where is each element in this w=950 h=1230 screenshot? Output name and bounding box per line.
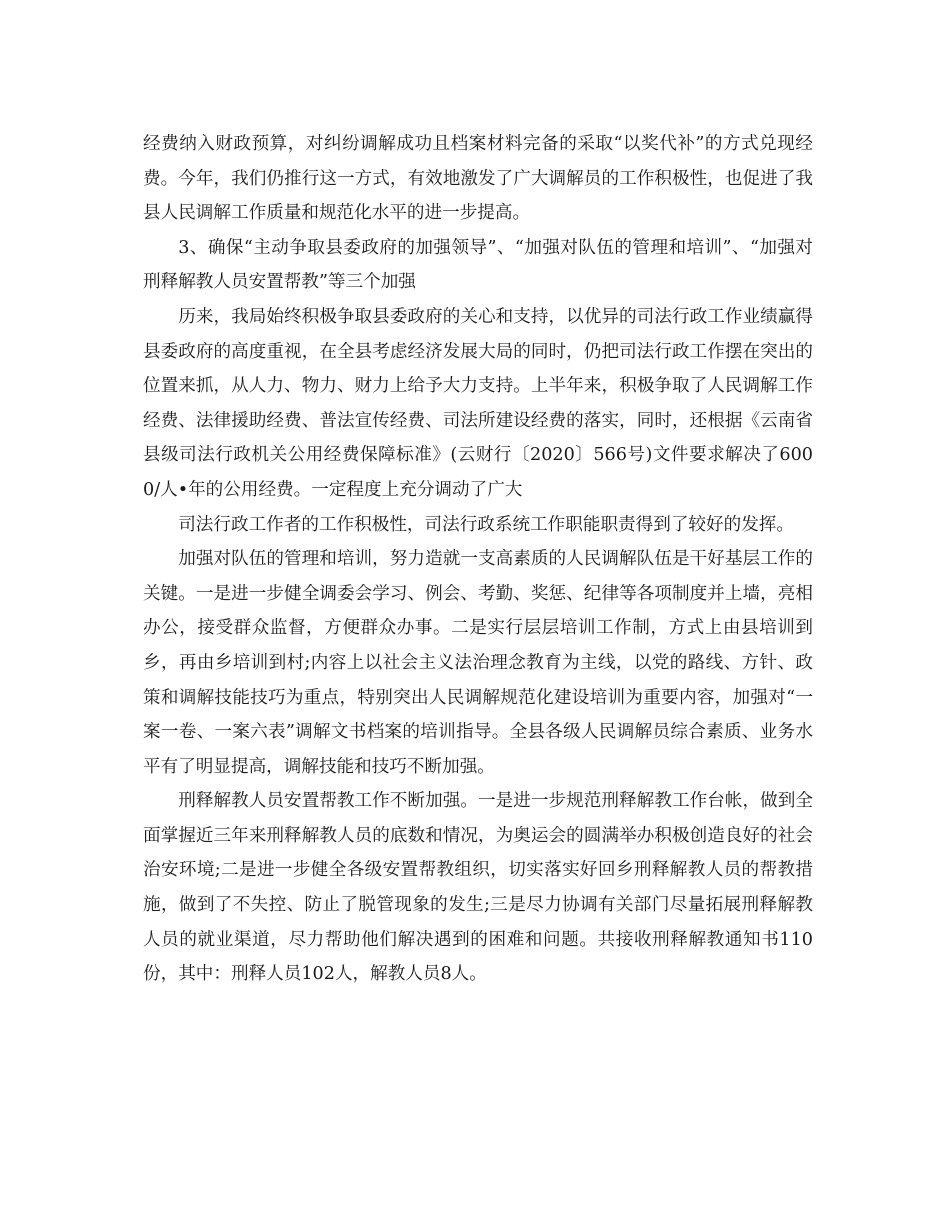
paragraph-5: 加强对队伍的管理和培训，努力造就一支高素质的人民调解队伍是干好基层工作的关键。一是进一步健全调委会学习、例会、考勤、奖惩、纪律等各项制度并上墙，亮相办公，接受群众监督，方便群众办事。二是实行层层培训工作制，方式上由县培训到乡，再由乡培训到村;内容上以社会主义法治理念教育为主线，以党的路线、方针、政策和调解技能技巧为重点，特别突出人民调解规范化建设培训为重要内容，加强对“一案一卷、一案六表”调解文书档案的培训指导。全县各级人民调解员综合素质、业务水平有了明显提高，调解技能和技巧不断加强。 (143, 549, 813, 777)
paragraph-6: 刑释解教人员安置帮教工作不断加强。一是进一步规范刑释解教工作台帐，做到全面掌握近三年来刑释解教人员的底数和情况，为奥运会的圆满举办积极创造良好的社会治安环境;二是进一步健全各级安置帮教组织，切实落实好回乡刑释解教人员的帮教措施，做到了不失控、防止了脱管现象的发生;三是尽力协调有关部门尽量拓展刑释解教人员的就业渠道，尽力帮助他们解决遇到的困难和问题。共接收刑释解教通知书110份，其中：刑释人员102人，解教人员8人。 (143, 791, 813, 985)
document-body (143, 127, 813, 992)
paragraph-2: 3、确保“主动争取县委政府的加强领导”、“加强对队伍的管理和培训”、“加强对刑释解教人员安置帮教”等三个加强 (143, 237, 813, 293)
paragraph-4: 司法行政工作者的工作积极性，司法行政系统工作职能职责得到了较好的发挥。 (178, 514, 794, 535)
paragraph-1: 经费纳入财政预算，对纠纷调解成功且档案材料完备的采取“以奖代补”的方式兑现经费。今年，我们仍推行这一方式，有效地激发了广大调解员的工作积极性，也促进了我县人民调解工作质量和规范化水平的进一步提高。 (143, 134, 813, 224)
paragraph-3: 历来，我局始终积极争取县委政府的关心和支持，以优异的司法行政工作业绩赢得县委政府的高度重视，在全县考虑经济发展大局的同时，仍把司法行政工作摆在突出的位置来抓，从人力、物力、财力上给予大力支持。上半年来，积极争取了人民调解工作经费、法律援助经费、普法宣传经费、司法所建设经费的落实，同时，还根据《云南省县级司法行政机关公用经费保障标准》(云财行〔2020〕566号)文件要求解决了6000/人•年的公用经费。一定程度上充分调动了广大 (143, 306, 813, 500)
